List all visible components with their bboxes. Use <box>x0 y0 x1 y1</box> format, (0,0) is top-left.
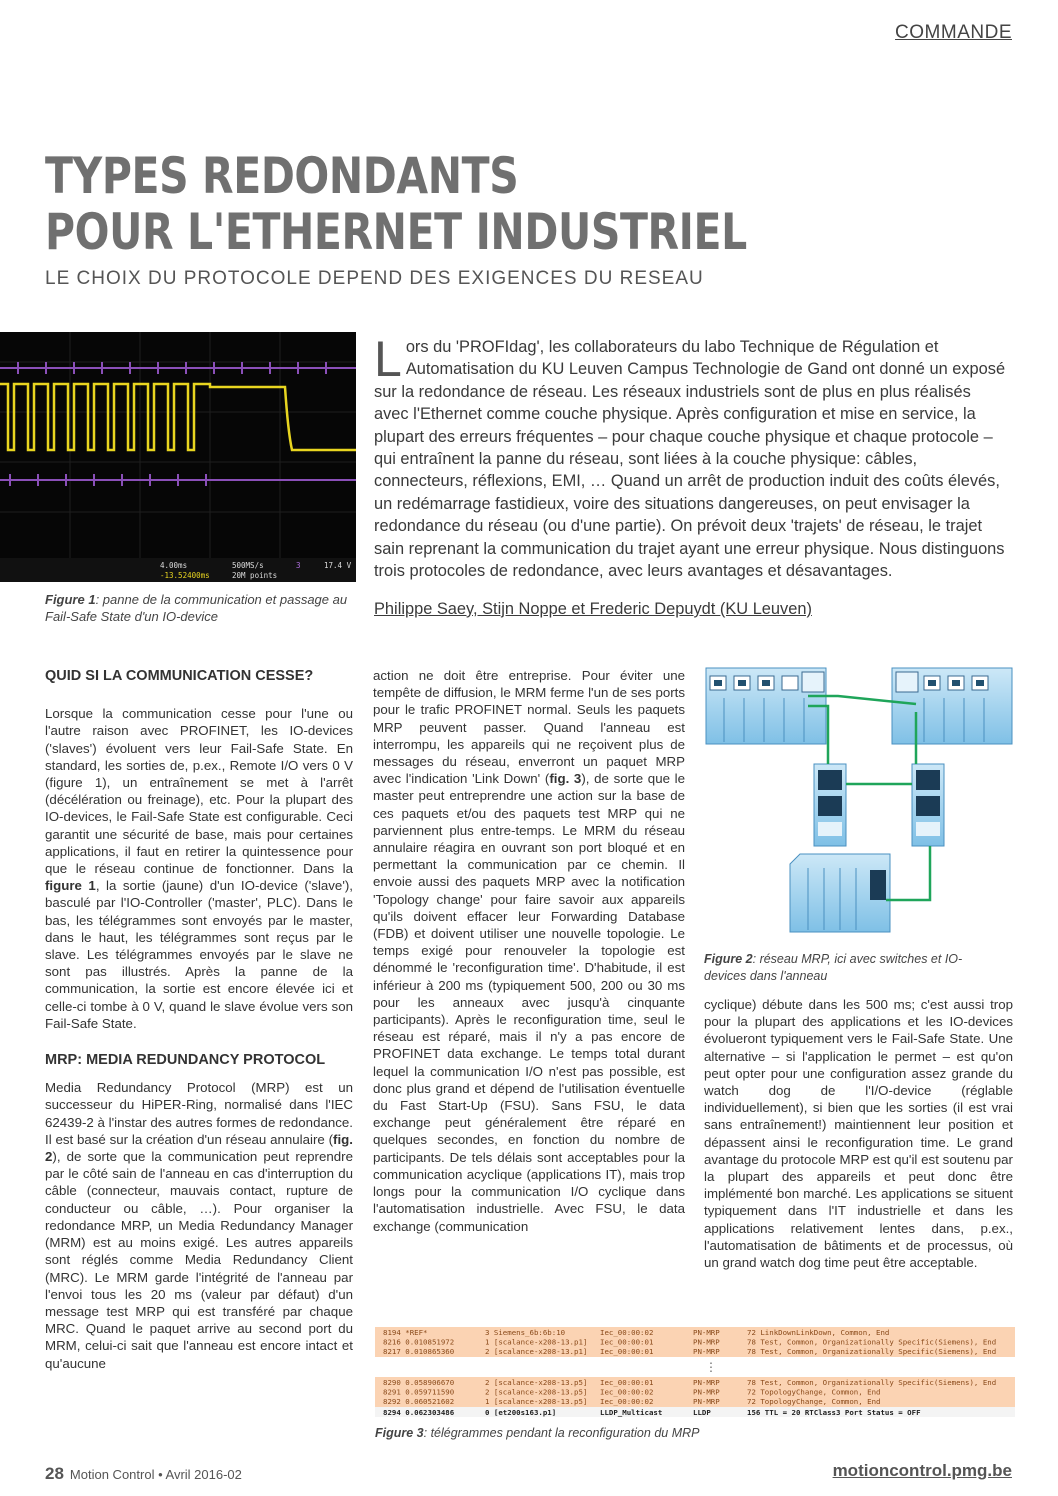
packet-cell: Iec_00:00:01 <box>600 1337 654 1347</box>
figure-2-reference: fig. 2 <box>45 1131 353 1165</box>
packet-cell: 78 Test, Common, Organizationally Specific(Siemens), End <box>747 1378 997 1387</box>
title-line-1: TYPES REDONDANTS <box>45 147 519 205</box>
figure-1-label: Figure 1 <box>45 592 96 607</box>
figure-1-reference: figure 1 <box>45 878 96 894</box>
mrp-ring-diagram <box>704 664 1024 944</box>
oscilloscope-trace <box>0 332 356 582</box>
section-label[interactable]: COMMANDE <box>895 22 1012 43</box>
scope-timebase: 4.00ms <box>160 561 188 570</box>
packet-capture-figure <box>375 1327 1015 1417</box>
oscilloscope-figure <box>0 332 356 582</box>
article-authors[interactable]: Philippe Saey, Stijn Noppe et Frederic Depuydt (KU Leuven) <box>374 600 812 618</box>
packet-cell: PN-MRP <box>693 1337 720 1347</box>
figure-3-caption-text: : télégrammes pendant la reconfiguration du MRP <box>423 1426 700 1440</box>
packet-cell: 78 Test, Common, Organizationally Specific(Siemens), End <box>747 1347 997 1356</box>
packet-cell: 8290 0.058906670 <box>383 1378 455 1387</box>
packet-cell: 8217 0.010865360 <box>383 1347 455 1356</box>
intro-text: ors du 'PROFIdag', les collaborateurs du labo Technique de Régulation et Automatisation du KU Leuven Campus Technologie de Gand ont donné un exposé sur la redondance de réseau. Les réseaux industriels sont de plus en plus réalisés avec l'Ethernet comme couche physique. Après configuration et mise en service, la plupart des erreurs fréquentes – pour chaque couche physique et chaque protocole – qui entraînent la panne du réseau, sont liées à la couche physique: câbles, connecteurs, réflexions, EMI, … Quand un arrêt de production induit des coûts élevés, un redémarrage fastidieux, voire des situations dangereuses, on peut envisager la redondance du réseau (ou d'une partie). On prévoit deux 'trajets' de réseau, le trajet sain reprenant la communication du trajet ayant une erreur physique. Nous distinguons trois protocoles de redondance, avec leurs avantages et désavantages. <box>374 338 1006 581</box>
intro-dropcap: L <box>374 331 402 387</box>
figure-1-caption-text: : panne de la communication et passage au Fail-Safe State d'un IO-device <box>45 592 348 624</box>
packet-cell: PN-MRP <box>693 1347 720 1356</box>
scope-rate: 500MS/s <box>232 561 264 570</box>
scope-points: 20M points <box>232 571 278 580</box>
figure-3-caption <box>375 1426 699 1440</box>
section-2-paragraph: Media Redundancy Protocol (MRP) est un successeur du HiPER-Ring, normalisé dans l'IEC 62439-2 à l'instar des autres formes de redondance. Il est basé sur la création d'un réseau annulaire (fig. 2), de sorte que la communication peut reprendre par le côté sain de l'anneau en cas d'interruption du câble (connecteur, mauvais contact, rupture de conducteur ou câble, …). Pour organiser la redondance MRP, un Media Redundancy Manager (MRM) est au moins exigé. Les autres appareils sont réglés comme Media Redundancy Client (MRC). Le MRM garde l'intégrité de l'anneau par l'envoi tous les 20 ms (valeur par défaut) d'un message test MRP qui est transféré par chaque MRC. Quand le paquet arrive au second port du MRM, celui-ci sait que l'anneau est encore intact et qu'aucune <box>45 1080 353 1371</box>
switch-left <box>814 764 846 846</box>
packet-cell: PN-MRP <box>693 1378 720 1387</box>
packet-cell: 8194 *REF* <box>383 1328 428 1337</box>
packet-cell: 1 [scalance-x208-13.p1] <box>485 1337 588 1347</box>
packet-cell: Iec_00:00:01 <box>600 1378 654 1387</box>
packet-cell: PN-MRP <box>693 1397 720 1406</box>
packet-cell: 8291 0.059711590 <box>383 1387 455 1397</box>
packet-cell: 2 [scalance-x208-13.p5] <box>485 1378 588 1387</box>
section-1-heading: QUID SI LA COMMUNICATION CESSE? <box>45 668 314 684</box>
page-number: 28 <box>45 1464 64 1483</box>
figure-2-caption <box>704 951 994 985</box>
packet-cell: 8216 0.010851972 <box>383 1337 455 1347</box>
figure-1-caption <box>45 591 365 625</box>
column-2-paragraph: action ne doit être entreprise. Pour éviter une tempête de diffusion, le MRM ferme l'un de ses ports pour le trafic PROFINET normal. Seuls les paquets MRP peuvent passer. Quand l'anneau est interrompu, les appareils qui ne reçoivent plus de messages du réseau, enverront un paquet MRP avec l'indication 'Link Down' (fig. 3), de sorte que le master peut entreprendre une action sur la base de ces paquets et/ou des paquets test MRP qui ne parviennent plus entre-temps. Le MRM du réseau annulaire réagira en ouvrant son port bloqué et en permettant la communication par ce chemin. Il envoie aussi des paquets MRP avec la notification 'Topology change' pour faire savoir aux appareils qu'ils doivent effacer leur Forwarding Database (FDB) et doivent utiliser une nouvelle topologie. Le temps exigé pour renouveler la topologie est dénommé le 'reconfiguration time'. D'habitude, il est inférieur à 200 ms (typiquement 500, 200 ou 30 ms pour les anneaux avec jusqu'à cinquante participants). Après le reconfiguration time, seul le réseau est réparé, mais il n'y a pas encore de PROFINET data exchange. Le temps total durant lequel la communication I/O n'est pas possible, est donc plus grand et dépend de l'utilisation éventuelle du Fast Start-Up (FSU). Sans FSU, le data exchange peut généralement être réparé en quelques secondes, en fonction du nombre de participants. De tels délais sont acceptables pour la communication acyclique (applications IT), mais trop longs pour la communication I/O cyclique dans l'automatisation industrielle. Avec FSU, le data exchange (communication <box>373 668 685 1234</box>
packet-cell: Iec_00:00:02 <box>600 1328 654 1337</box>
mrp-network-figure <box>704 664 1024 944</box>
packet-cell: 156 TTL = 20 RTClass3 Port Status = OFF <box>747 1408 921 1417</box>
figure-3-label: Figure 3 <box>375 1426 424 1440</box>
packet-cell: Iec_00:00:02 <box>600 1387 654 1397</box>
packet-cell: 72 TopologyChange, Common, End <box>747 1397 881 1406</box>
scope-channel: 3 <box>296 561 301 570</box>
column-1 <box>45 668 353 1372</box>
packet-cell: 3 Siemens_6b:6b:10 <box>485 1328 566 1337</box>
section-1-paragraph: Lorsque la communication cesse pour l'une ou l'autre raison avec PROFINET, les IO-devices ('slaves') évoluent vers leur Fail-Safe State. En standard, les sorties de, p.ex., Remote I/O vers 0 V (figure 1), un entraînement se met à l'arrêt (décélération ou freinage), etc. Pour la plupart des IO-devices, le Fail-Safe State est configurable. Ceci garantit une sécurité de base, mais pour certaines applications, il faut en retirer la quintessence pour que le réseau continue de fonctionner. Dans la figure 1, la sortie (jaune) d'un IO-device ('slave'), basculé par l'IO-Controller ('master', PLC). Dans le bas, les télégrammes sont envoyés par le master, dans le haut, les télégrammes sont reçus par le slave. Les télégrammes envoyés par le slave ne sont pas illustrés. Après la panne de la communication, la sortie est encore élevée ici et celle-ci tombe à 0 V, quand le slave évolue vers son Fail-Safe State. <box>45 706 353 1031</box>
packet-cell: 72 TopologyChange, Common, End <box>747 1387 881 1397</box>
publication-info: Motion Control • Avril 2016-02 <box>69 1467 242 1482</box>
packet-cell: LLDP <box>693 1408 711 1417</box>
packet-cell: 2 [scalance-x208-13.p5] <box>485 1387 588 1397</box>
figure-2-label: Figure 2 <box>704 952 753 966</box>
packet-cell: Iec_00:00:01 <box>600 1347 654 1356</box>
scope-offset: -13.52400ms <box>160 571 210 580</box>
column-3-paragraph: cyclique) débute dans les 500 ms; c'est aussi trop pour la plupart des applications et les IO-devices évolueront typiquement vers le Fail-Safe State. Une alternative – si l'application le permet – est qu'on peut opter pour une configuration assez grande du watch dog de l'I/O-device (réglable individuellement), si bien que les sorties (il est vrai sans entraînement!) maintiennent leur position et dépassent ainsi le reconfiguration time. Le grand avantage du protocole MRP est qu'il est soutenu par la plupart des appareils et peut donc être implémenté bon marché. Les applications se situent typiquement dans l'IT industrielle et dans les applications relativement lentes dans, p.ex., l'automatisation de bâtiments et de processus, où un grand watch dog time peut être acceptable. <box>704 997 1013 1271</box>
section-2-heading: MRP: MEDIA REDUNDANCY PROTOCOL <box>45 1052 326 1069</box>
plc-controller <box>790 854 890 932</box>
packet-cell: 78 Test, Common, Organizationally Specific(Siemens), End <box>747 1337 997 1347</box>
packet-cell: 72 LinkDownLinkDown, Common, End <box>747 1328 890 1337</box>
page-footer <box>45 1464 242 1484</box>
packet-cell: Iec_00:00:02 <box>600 1397 654 1406</box>
packet-cell: 8294 0.062303486 <box>383 1408 455 1417</box>
packet-ellipsis: ⋮ <box>705 1360 717 1374</box>
packet-cell: PN-MRP <box>693 1328 720 1337</box>
figure-2-caption-text: : réseau MRP, ici avec switches et IO-devices dans l'anneau <box>704 952 963 983</box>
article-intro <box>374 331 1009 582</box>
article-subtitle: LE CHOIX DU PROTOCOLE DEPEND DES EXIGENCES DU RESEAU <box>45 268 704 289</box>
column-2 <box>373 667 685 1235</box>
packet-cell: 1 [scalance-x208-13.p5] <box>485 1397 588 1406</box>
yellow-output-trace <box>0 384 356 450</box>
scope-trigger: 17.4 V <box>324 561 352 570</box>
packet-cell: 2 [scalance-x208-13.p1] <box>485 1347 588 1356</box>
purple-trace-top <box>0 362 356 374</box>
packet-cell: 8292 0.060521602 <box>383 1397 455 1406</box>
purple-trace-bottom <box>0 474 356 486</box>
packet-cell: PN-MRP <box>693 1387 720 1397</box>
column-3 <box>704 996 1013 1271</box>
article-title <box>45 148 783 260</box>
figure-3-reference: fig. 3 <box>549 771 582 787</box>
title-line-2: POUR L'ETHERNET INDUSTRIEL <box>45 203 747 261</box>
switch-right <box>912 764 944 846</box>
io-device-right <box>892 668 1012 744</box>
packet-cell: 0 [et200s163.p1] <box>485 1408 557 1417</box>
website-link[interactable]: motioncontrol.pmg.be <box>832 1461 1012 1480</box>
packet-cell: LLDP_Multicast <box>600 1408 663 1417</box>
packet-capture-table <box>375 1327 1015 1417</box>
